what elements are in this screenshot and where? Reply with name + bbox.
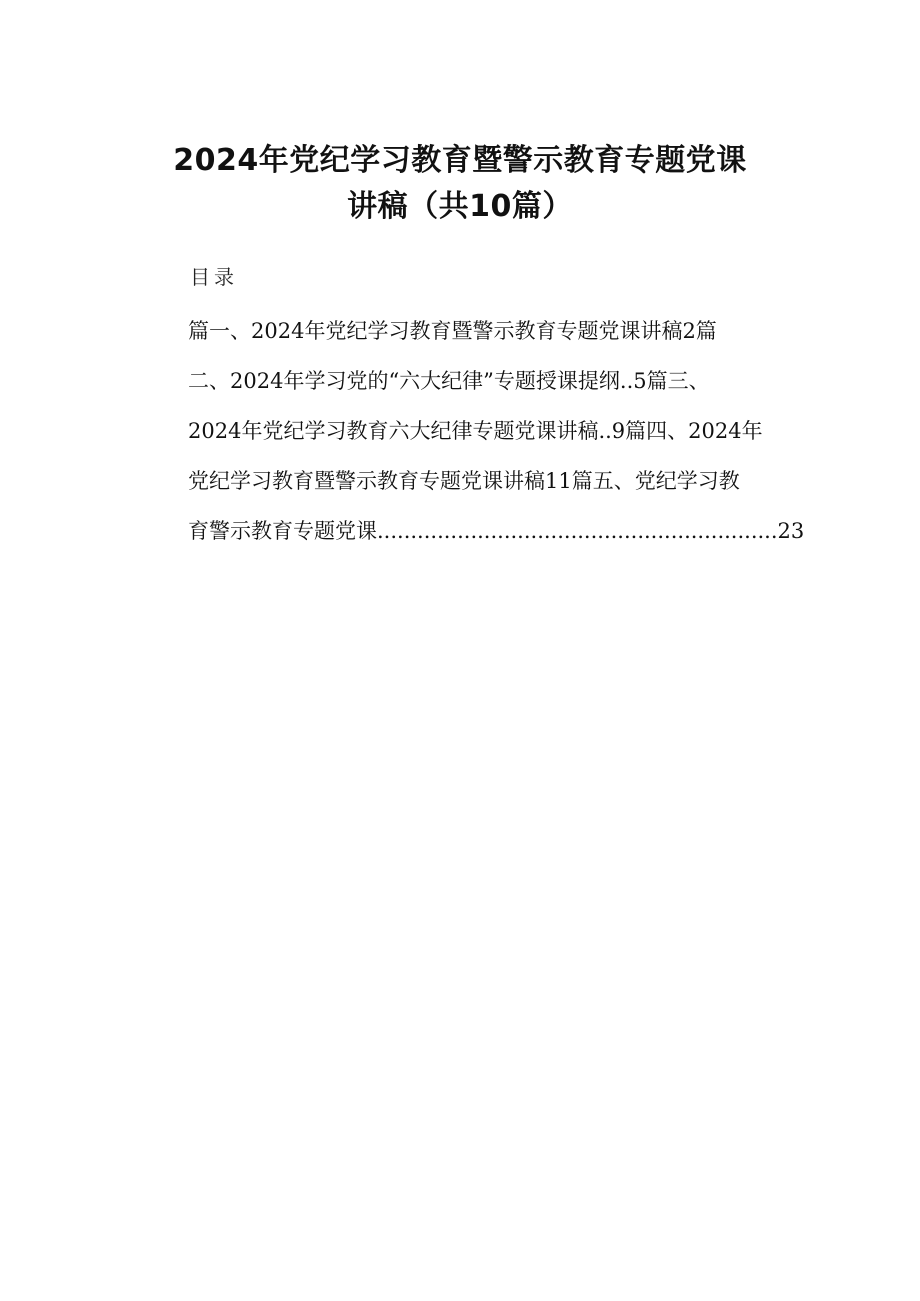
toc-line-4[interactable]: 党纪学习教育暨警示教育专题党课讲稿11篇五、党纪学习教 bbox=[188, 469, 740, 493]
title-line-2: 讲稿（共10篇） bbox=[347, 189, 573, 224]
toc-line-1[interactable]: 篇一、2024年党纪学习教育暨警示教育专题党课讲稿2篇 bbox=[188, 319, 717, 343]
toc-line-2[interactable]: 二、2024年学习党的“六大纪律”专题授课提纲..5篇三、 bbox=[188, 369, 710, 393]
toc-line-5[interactable]: 育警示教育专题党课............................................................23 bbox=[188, 519, 805, 543]
table-of-contents bbox=[188, 306, 808, 556]
toc-heading: 目录 bbox=[190, 265, 238, 289]
toc-line-3[interactable]: 2024年党纪学习教育六大纪律专题党课讲稿..9篇四、2024年 bbox=[188, 419, 763, 443]
title-line-1: 2024年党纪学习教育暨警示教育专题党课 bbox=[173, 143, 747, 178]
document-title bbox=[130, 138, 790, 230]
